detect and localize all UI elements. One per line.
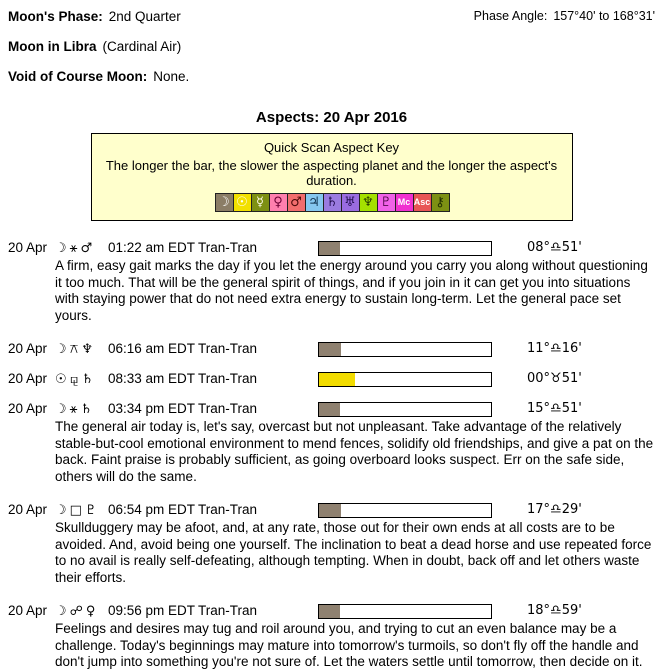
planet1-glyph: ☽ xyxy=(55,342,67,357)
aspects-title: Aspects: 20 Apr 2016 xyxy=(255,109,408,126)
aspect-date: 20 Apr xyxy=(8,502,48,517)
uranus-icon: ♅ xyxy=(341,193,360,212)
aspect-degree: 00°♉51' xyxy=(527,371,582,386)
aspect-row-head xyxy=(8,370,655,388)
aspect-row xyxy=(8,400,655,485)
sextile-aspect-icon: ⚹ xyxy=(69,402,78,417)
aspect-row xyxy=(8,239,655,324)
void-of-course-value: None. xyxy=(153,69,190,84)
planet2-glyph: ♇ xyxy=(84,503,97,518)
aspect-row-head xyxy=(8,400,655,418)
planet1-glyph: ☽ xyxy=(55,604,67,619)
aspect-date: 20 Apr xyxy=(8,240,48,255)
aspect-type: Tran-Tran xyxy=(198,603,258,618)
planet2-glyph: ♄ xyxy=(81,372,94,387)
aspect-description: A firm, easy gait marks the day if you let the energy around you carry you along without questioning it too much. That will be the general spirit of things, and if you join in it can get you into situations with staying power that do not need extra energy to sustain long-term. Let the general pace set yours. xyxy=(55,258,648,323)
aspect-row xyxy=(8,501,655,586)
aspect-date: 20 Apr xyxy=(8,371,48,386)
duration-bar xyxy=(318,241,492,256)
aspect-date: 20 Apr xyxy=(8,401,48,416)
mercury-icon: ☿ xyxy=(251,193,270,212)
planet2-glyph: ♂ xyxy=(80,241,93,256)
duration-bar xyxy=(318,402,492,417)
opposition-aspect-icon: ☍ xyxy=(69,604,83,619)
duration-bar xyxy=(318,342,492,357)
aspect-description: The general air today is, let's say, overcast but not unpleasant. Take advantage of the relatively stable-but-cool emotional environment to mend fences, solidify old friendships, and give a pat on the back. Faint praise is probably sufficient, as going overboard looks suspect. Err on the safe side, others will do the same. xyxy=(55,419,654,484)
aspect-glyphs xyxy=(55,401,108,419)
chiron-icon: ⚷ xyxy=(431,193,450,212)
aspect-time: 01:22 am EDT xyxy=(108,240,196,255)
aspect-row xyxy=(8,602,655,671)
asc-icon: Asc xyxy=(413,193,432,212)
void-of-course-label: Void of Course Moon: xyxy=(8,69,148,84)
sesquiquadrate-aspect-icon: ⚼ xyxy=(69,372,79,387)
aspect-time: 03:34 pm EDT xyxy=(108,401,196,416)
void-of-course-line xyxy=(8,68,655,85)
jupiter-icon: ♃ xyxy=(305,193,324,212)
aspect-row xyxy=(8,370,655,388)
moons-phase-label: Moon's Phase: xyxy=(8,9,103,24)
moons-phase-line xyxy=(8,8,655,25)
neptune-icon: ♆ xyxy=(359,193,378,212)
duration-bar xyxy=(318,604,492,619)
sun-icon: ☉ xyxy=(233,193,252,212)
aspect-type: Tran-Tran xyxy=(198,401,258,416)
aspect-key-box xyxy=(91,133,573,221)
planet2-glyph: ♀ xyxy=(85,604,96,619)
aspect-description: Feelings and desires may tug and roil around you, and trying to cut an even balance may be a challenge. Today's beginnings may mature into tomorrow's turmoils, so don't fly off the handle and don't jump into something you're not sure of. Let the waters settle until tomorrow, then decide on it. xyxy=(55,621,643,669)
aspect-row-head xyxy=(8,239,655,257)
duration-bar-fill xyxy=(319,373,355,386)
planet1-glyph: ☽ xyxy=(55,241,67,256)
square-aspect-icon: □ xyxy=(69,503,82,518)
aspect-degree: 11°♎16' xyxy=(527,341,582,356)
aspect-glyphs xyxy=(55,603,108,621)
moon-icon: ☽ xyxy=(215,193,234,212)
aspect-type: Tran-Tran xyxy=(198,371,258,386)
planet1-glyph: ☽ xyxy=(55,402,67,417)
duration-bar xyxy=(318,503,492,518)
venus-icon: ♀ xyxy=(269,193,288,212)
aspect-row-head xyxy=(8,602,655,620)
aspect-key-icons xyxy=(96,193,568,212)
aspect-date: 20 Apr xyxy=(8,603,48,618)
planet2-glyph: ♄ xyxy=(80,402,93,417)
duration-bar-fill xyxy=(319,242,340,255)
duration-bar-fill xyxy=(319,343,341,356)
aspect-type: Tran-Tran xyxy=(198,502,258,517)
aspect-key-subtitle: The longer the bar, the slower the aspecting planet and the longer the aspect's duration. xyxy=(105,158,558,188)
aspect-degree: 15°♎51' xyxy=(527,401,582,416)
aspect-glyphs xyxy=(55,502,108,520)
planet1-glyph: ☉ xyxy=(55,372,67,387)
aspect-type: Tran-Tran xyxy=(198,240,258,255)
aspect-time: 09:56 pm EDT xyxy=(108,603,196,618)
aspect-glyphs xyxy=(55,240,108,258)
aspect-glyphs xyxy=(55,371,108,389)
quincunx-aspect-icon: ⚻ xyxy=(69,342,79,357)
planet1-glyph: ☽ xyxy=(55,503,67,518)
aspect-time: 06:54 pm EDT xyxy=(108,502,196,517)
aspect-list xyxy=(8,239,655,671)
phase-angle xyxy=(474,8,655,25)
duration-bar-fill xyxy=(319,504,341,517)
aspect-time: 08:33 am EDT xyxy=(108,371,196,386)
moon-sign-line xyxy=(8,38,655,55)
top-info xyxy=(8,8,655,85)
duration-bar xyxy=(318,372,492,387)
moon-sign-label: Moon in Libra xyxy=(8,39,97,54)
duration-bar-fill xyxy=(319,403,340,416)
duration-bar-fill xyxy=(319,605,340,618)
aspect-key-title: Quick Scan Aspect Key xyxy=(263,140,400,155)
moon-sign-detail: (Cardinal Air) xyxy=(102,39,182,54)
aspect-type: Tran-Tran xyxy=(198,341,258,356)
phase-angle-value: 157°40' to 168°31' xyxy=(553,9,655,23)
aspect-degree: 18°♎59' xyxy=(527,603,582,618)
aspect-row xyxy=(8,340,655,358)
saturn-icon: ♄ xyxy=(323,193,342,212)
aspect-time: 06:16 am EDT xyxy=(108,341,196,356)
phase-angle-label: Phase Angle: xyxy=(473,9,548,23)
pluto-icon: ♇ xyxy=(377,193,396,212)
aspect-degree: 17°♎29' xyxy=(527,502,582,517)
planet2-glyph: ♆ xyxy=(81,342,93,357)
moons-phase-value: 2nd Quarter xyxy=(108,9,181,24)
aspect-degree: 08°♎51' xyxy=(527,240,582,255)
mc-icon: Mc xyxy=(395,193,414,212)
mars-icon: ♂ xyxy=(287,193,306,212)
aspect-glyphs xyxy=(55,341,108,359)
aspect-description: Skullduggery may be afoot, and, at any rate, those out for their own ends at all costs are to be avoided. And, avoid being one yourself. The inclination to beat a dead horse and use repeated force to no avail is really self-defeating, although tempting. When in doubt, back off and let others waste their efforts. xyxy=(55,520,652,585)
aspect-date: 20 Apr xyxy=(8,341,48,356)
aspect-row-head xyxy=(8,501,655,519)
sextile-aspect-icon: ⚹ xyxy=(69,241,78,256)
aspect-row-head xyxy=(8,340,655,358)
